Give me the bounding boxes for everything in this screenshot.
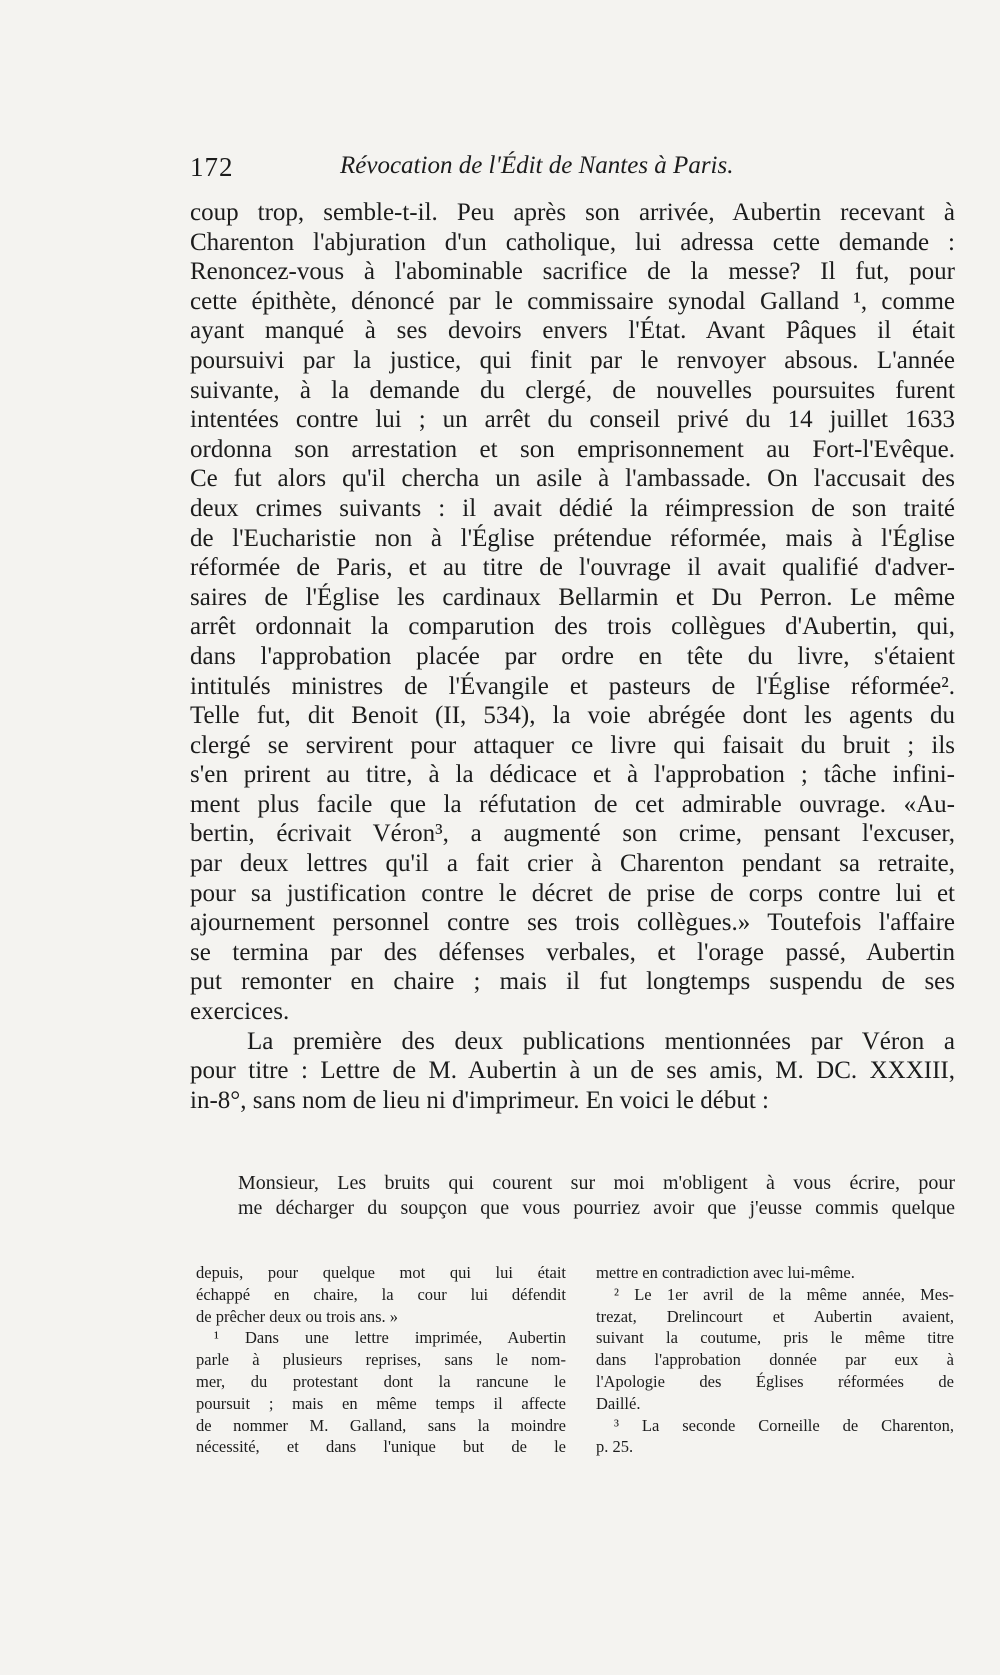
footnote-line: poursuit ; mais en même temps il affecte xyxy=(196,1393,566,1413)
body-line: clergé se servirent pour attaquer ce livre qui faisait du bruit ; ils xyxy=(190,731,955,759)
body-line: pour sa justification contre le décret de prise de corps contre lui et xyxy=(190,879,955,907)
footnotes-left-column xyxy=(196,1262,566,1458)
body-text xyxy=(190,198,955,1115)
body-line: Telle fut, dit Benoit (II, 534), la voie abrégée dont les agents du xyxy=(190,702,955,730)
body-line: de l'Eucharistie non à l'Église prétendue réformée, mais à l'Église xyxy=(190,524,955,552)
body-line: ayant manqué à ses devoirs envers l'État. Avant Pâques il était xyxy=(190,317,955,345)
footnote-1-start: ¹ Dans une lettre imprimée, Aubertin xyxy=(214,1328,566,1348)
footnotes-right-column xyxy=(596,1262,954,1458)
body-line: bertin, écrivait Véron³, a augmenté son crime, pensant l'excuser, xyxy=(190,820,955,848)
body-line: par deux lettres qu'il a fait crier à Charenton pendant sa retraite, xyxy=(190,850,955,878)
body-line: ment plus facile que la réfutation de cet admirable ouvrage. «Au- xyxy=(190,790,955,818)
page-header xyxy=(190,152,805,192)
body-line: pour titre : Lettre de M. Aubertin à un de ses amis, M. DC. XXXIII, xyxy=(190,1057,955,1085)
body-line: deux crimes suivants : il avait dédié la réimpression de son traité xyxy=(190,494,955,522)
body-line: cette épithète, dénoncé par le commissaire synodal Galland ¹, comme xyxy=(190,287,955,315)
footnote-line: dans l'approbation donnée par eux à xyxy=(596,1350,954,1370)
body-line-paragraph-end: in-8°, sans nom de lieu ni d'imprimeur. En voici le début : xyxy=(190,1086,769,1114)
body-line: poursuivi par la justice, qui finit par le renvoyer absous. L'année xyxy=(190,346,955,374)
body-line: coup trop, semble-t-il. Peu après son arrivée, Aubertin recevant à xyxy=(190,199,955,226)
body-line: ordonna son arrestation et son emprisonnement au Fort-l'Evêque. xyxy=(190,435,955,463)
footnote-line: de nommer M. Galland, sans la moindre xyxy=(196,1415,566,1435)
body-line: put remonter en chaire ; mais il fut longtemps suspendu de ses xyxy=(190,968,955,996)
running-title: Révocation de l'Édit de Nantes à Paris. xyxy=(340,152,734,179)
body-line: arrêt ordonnait la comparution des trois collègues d'Aubertin, qui, xyxy=(190,613,955,641)
body-line: Charenton l'abjuration d'un catholique, lui adressa cette demande : xyxy=(190,228,955,256)
footnote-2-start: ² Le 1er avril de la même année, Mes- xyxy=(614,1284,954,1304)
body-line: réformée de Paris, et au titre de l'ouvrage il avait qualifié d'adver- xyxy=(190,554,955,582)
footnote-line: parle à plusieurs reprises, sans le nom- xyxy=(196,1350,566,1370)
body-line: ajournement personnel contre ses trois collègues.» Toutefois l'affaire xyxy=(190,909,955,937)
footnote-line: suivant la coutume, pris le même titre xyxy=(596,1328,954,1348)
body-line-paragraph-end: exercices. xyxy=(190,998,290,1026)
footnote-line: échappé en chaire, la cour lui défendit xyxy=(196,1284,566,1304)
footnote-3-start: ³ La seconde Corneille de Charenton, xyxy=(614,1415,954,1435)
quoted-letter xyxy=(238,1171,955,1221)
footnote-line: de prêcher deux ou trois ans. » xyxy=(196,1306,399,1326)
footnote-line: nécessité, et dans l'unique but de le xyxy=(196,1437,566,1457)
body-line: intitulés ministres de l'Évangile et pasteurs de l'Église réformée². xyxy=(190,672,955,700)
body-line: Ce fut alors qu'il chercha un asile à l'ambassade. On l'accusait des xyxy=(190,465,955,493)
body-line: saires de l'Église les cardinaux Bellarmin et Du Perron. Le même xyxy=(190,583,955,611)
footnote-line: depuis, pour quelque mot qui lui était xyxy=(196,1263,566,1282)
body-line: suivante, à la demande du clergé, de nouvelles poursuites furent xyxy=(190,376,955,404)
footnote-line: trezat, Drelincourt et Aubertin avaient, xyxy=(596,1306,954,1326)
footnote-line: l'Apologie des Églises réformées de xyxy=(596,1371,954,1391)
body-line-paragraph-start: La première des deux publications mentionnées par Véron a xyxy=(247,1027,955,1055)
body-line: Renoncez-vous à l'abominable sacrifice de la messe? Il fut, pour xyxy=(190,258,955,286)
quote-line: Monsieur, Les bruits qui courent sur moi m'obligent à vous écrire, pour xyxy=(238,1172,955,1194)
page-number: 172 xyxy=(190,152,234,182)
footnote-line: mer, du protestant dont la rancune le xyxy=(196,1371,566,1391)
footnote-line: Daillé. xyxy=(596,1393,641,1413)
body-line: intentées contre lui ; un arrêt du conseil privé du 14 juillet 1633 xyxy=(190,406,955,434)
body-line: s'en prirent au titre, à la dédicace et à l'approbation ; tâche infini- xyxy=(190,761,955,789)
quote-line: me décharger du soupçon que vous pourriez avoir que j'eusse commis quelque xyxy=(238,1197,955,1219)
body-line: se termina par des défenses verbales, et l'orage passé, Aubertin xyxy=(190,938,955,966)
footnote-line: mettre en contradiction avec lui-même. xyxy=(596,1263,855,1282)
footnote-line: p. 25. xyxy=(596,1437,634,1457)
body-line: dans l'approbation placée par ordre en tête du livre, s'étaient xyxy=(190,642,955,670)
